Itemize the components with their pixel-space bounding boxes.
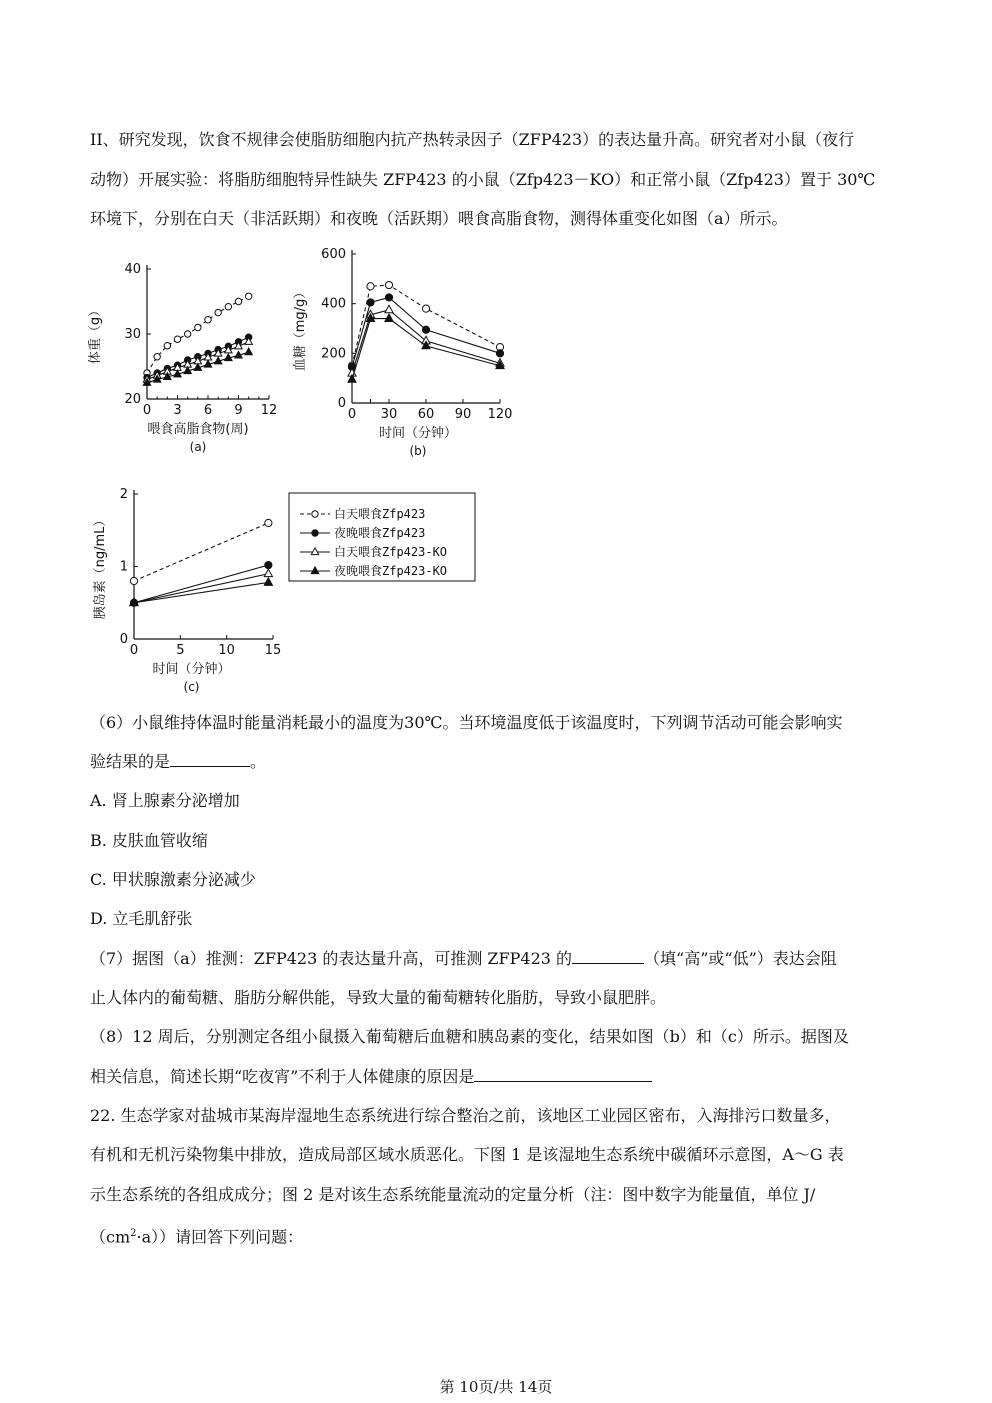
series-1-point (195, 324, 201, 330)
series-1-point (164, 343, 170, 349)
page-footer: 第 10页/共 14页 (439, 1378, 553, 1396)
chart-caption: (b) (409, 444, 427, 458)
intro-line-1: II、研究发现，饮食不规律会使脂肪细胞内抗产热转录因子（ZFP423）的表达量升高。研究者对小鼠（夜行 (90, 130, 855, 149)
series-4-point (245, 348, 252, 355)
series-1-point (422, 305, 429, 312)
x-tick-label: 0 (347, 407, 357, 422)
series-2-point (265, 561, 272, 568)
legend-marker-1 (312, 511, 318, 517)
series-line-2 (134, 565, 268, 603)
y-tick-label: 40 (124, 262, 141, 277)
q6-option-a: A. 肾上腺素分泌增加 (90, 791, 240, 810)
q22-line-3: 示生态系统的各组成成分；图 2 是对该生态系统能量流动的定量分析（注：图中数字为能量值，单位 J/ (90, 1185, 816, 1204)
x-tick-label: 6 (203, 403, 213, 418)
q6-line-2-text: 验结果的是 (90, 752, 171, 771)
x-tick-label: 120 (487, 407, 513, 422)
y-tick-label: 1 (119, 559, 128, 575)
q6-line-1: （6）小鼠维持体温时能量消耗最小的温度为30℃。当环境温度低于该温度时，下列调节活动可能会影响实 (90, 713, 843, 732)
q22-superscript: 2 (130, 1228, 137, 1239)
series-line-1 (352, 285, 500, 366)
legend-marker-3 (311, 548, 318, 555)
series-2-point (367, 299, 374, 306)
chart-b (290, 240, 520, 465)
series-1-point (265, 519, 272, 526)
x-tick-label: 3 (173, 403, 182, 418)
q6-option-b: B. 皮肤血管收缩 (90, 831, 208, 850)
series-1-point (245, 293, 251, 299)
x-tick-label: 60 (417, 407, 435, 422)
series-2-point (496, 350, 503, 357)
x-tick-label: 30 (380, 407, 398, 422)
x-tick-label: 12 (260, 403, 278, 418)
series-1-point (235, 298, 241, 304)
series-4-point (385, 314, 393, 322)
q7-line-1 (90, 949, 837, 969)
x-axis-label: 时间（分钟） (378, 426, 458, 441)
x-tick-label: 90 (454, 407, 472, 422)
series-4-point (264, 578, 272, 586)
chart-caption: (c) (183, 680, 200, 694)
x-axis-label: 喂食高脂食物(周) (147, 422, 249, 437)
q7-line-1-text: （7）据图（a）推测：ZFP423 的表达量升高，可推测 ZFP423 的 (90, 949, 573, 968)
legend-label-1: 白天喂食Zfp423 (334, 507, 426, 521)
q8-line-1: （8）12 周后，分别测定各组小鼠摄入葡萄糖后血糖和胰岛素的变化，结果如图（b）和（c）所示。据图及 (90, 1027, 849, 1046)
q22-line-2: 有机和无机污染物集中排放，造成局部区域水质恶化。下图 1 是该湿地生态系统中碳循环示意图，A～G 表 (90, 1145, 844, 1164)
series-3-point (264, 569, 272, 577)
y-axis-label: 血糖（mg/g） (293, 285, 308, 372)
series-line-4 (134, 582, 268, 602)
series-1-point (225, 304, 231, 310)
chart-caption: (a) (189, 440, 207, 454)
q22-line-4-b: ·a））请回答下列问题： (136, 1227, 304, 1247)
q6-line-2 (90, 752, 266, 772)
x-axis-label: 时间（分钟） (152, 662, 231, 677)
y-tick-label: 600 (321, 247, 346, 262)
series-1-point (385, 281, 392, 288)
intro-line-2: 动物）开展实验：将脂肪细胞特异性缺失 ZFP423 的小鼠（Zfp423－KO）和正常小鼠（Zfp423）置于 30℃ (90, 170, 876, 189)
intro-line-3: 环境下，分别在白天（非活跃期）和夜晚（活跃期）喂食高脂食物，测得体重变化如图（a）所示。 (90, 209, 788, 228)
series-3-point (385, 305, 393, 313)
q6-answer-blank[interactable] (170, 752, 250, 767)
q22-line-4-a: （cm (90, 1227, 131, 1247)
y-tick-label: 0 (119, 632, 128, 647)
y-tick-label: 30 (124, 327, 141, 342)
x-tick-label: 15 (264, 643, 282, 658)
y-tick-label: 20 (124, 392, 141, 407)
series-1-point (130, 577, 137, 584)
q8-line-2 (90, 1067, 652, 1087)
q8-answer-blank[interactable] (474, 1067, 652, 1082)
y-tick-label: 2 (119, 487, 128, 502)
q8-line-2-text: 相关信息，简述长期“吃夜宵”不利于人体健康的原因是 (90, 1067, 475, 1086)
series-1-point (367, 283, 374, 290)
legend-marker-4 (311, 567, 318, 574)
q6-option-d: D. 立毛肌舒张 (90, 909, 193, 928)
q7-answer-blank[interactable] (572, 949, 644, 964)
legend-label-3: 白天喂食Zfp423-KO (334, 545, 448, 559)
y-axis-label: 体重（g） (88, 303, 103, 365)
q6-option-c: C. 甲状腺激素分泌减少 (90, 870, 256, 889)
series-1-point (205, 317, 211, 323)
series-1-point (174, 336, 180, 342)
q6-line-2-end: 。 (250, 752, 267, 771)
chart-a (85, 255, 285, 465)
series-1-point (184, 331, 190, 337)
y-tick-label: 200 (321, 346, 346, 362)
x-tick-label: 10 (218, 643, 235, 658)
x-tick-label: 0 (142, 403, 152, 418)
y-axis-label: 胰岛素（ng/mL） (93, 513, 108, 620)
series-2-point (385, 294, 392, 301)
series-line-1 (134, 523, 268, 581)
chart-legend (288, 492, 480, 586)
x-tick-label: 0 (129, 643, 139, 658)
q7-line-1-end: （填“高”或“低”）表达会阻 (644, 949, 837, 968)
q22-line-1: 22. 生态学家对盐城市某海岸湿地生态系统进行综合整治之前，该地区工业园区密布，入海排污口数量多， (90, 1106, 841, 1125)
legend-marker-2 (312, 530, 318, 536)
q7-line-2: 止人体内的葡萄糖、脂肪分解供能，导致大量的葡萄糖转化脂肪，导致小鼠肥胖。 (90, 988, 667, 1007)
x-tick-label: 9 (234, 403, 243, 418)
legend-label-2: 夜晚喂食Zfp423 (334, 526, 426, 540)
y-tick-label: 0 (337, 396, 346, 411)
q22-line-4 (90, 1224, 303, 1247)
series-1-point (154, 354, 160, 360)
legend-label-4: 夜晚喂食Zfp423-KO (334, 564, 448, 578)
chart-c (90, 482, 290, 697)
y-tick-label: 400 (321, 296, 346, 312)
series-line-3 (134, 574, 268, 603)
series-1-point (215, 309, 221, 315)
x-tick-label: 5 (176, 643, 185, 658)
series-2-point (422, 326, 429, 333)
